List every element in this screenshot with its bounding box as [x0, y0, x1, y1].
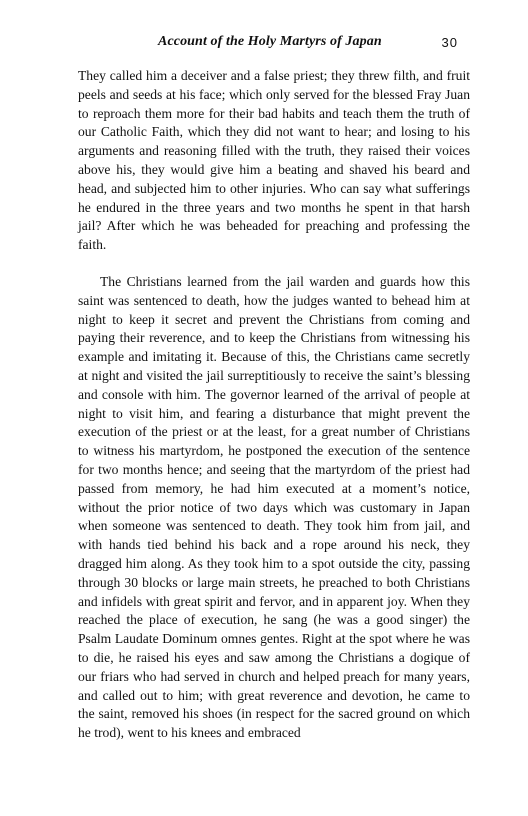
- paragraph: The Christians learned from the jail warden and guards how this saint was sentenced to death, how the judges wanted to behead him at night to keep it secret and prevent the Christians from coming and paying their reverence, and to keep the Christians from witnessing his example and imitating it. Because of this, the Christians came secretly at night and visited the jail surreptitiously to receive the saint’s blessing and console with him. The governor learned of the arrival of people at night to visit him, and fearing a disturbance that might prevent the execution of the priest or at the least, for a great number of Christians to witness his martyrdom, he postponed the execution of the sentence for two months hence; and seeing that the martyrdom of the priest had passed from memory, he had him executed at a moment’s notice, without the prior notice of two days which was customary in Japan when someone was sentenced to death. They took him from jail, and with hands tied behind his back and a rope around his neck, they dragged him along. As they took him to a spot outside the city, passing through 30 blocks or large main streets, he preached to both Christians and infidels with great spirit and fervor, and in apparent joy. When they reached the place of execution, he sang (he was a good singer) the Psalm Laudate Dominum omnes gentes. Right at the spot where he was to die, he raised his eyes and saw among the Christians a dogique of our friars who had served in church and helped preach for many years, and called out to him; with great reverence and devotion, he came to the saint, removed his shoes (in respect for the sacred ground on which he trod), went to his knees and embraced: [78, 273, 470, 741]
- running-title: Account of the Holy Martyrs of Japan: [158, 34, 382, 49]
- paragraph: They called him a deceiver and a false priest; they threw filth, and fruit peels and seeds at his face; which only served for the blessed Fray Juan to reproach them more for their bad habits and teach them the truth of our Catholic Faith, which they did not want to hear; and losing to his arguments and reasoning filled with the truth, they raised their voices above his, they would give him a beating and shaved his beard and head, and subjected him to other injuries. Who can say what sufferings he endured in the three years and two months he spent in that harsh jail? After which he was beheaded for preaching and professing the faith.: [78, 68, 470, 253]
- page-number: 30: [441, 35, 458, 50]
- running-header: [78, 34, 470, 54]
- body-text: [78, 67, 470, 743]
